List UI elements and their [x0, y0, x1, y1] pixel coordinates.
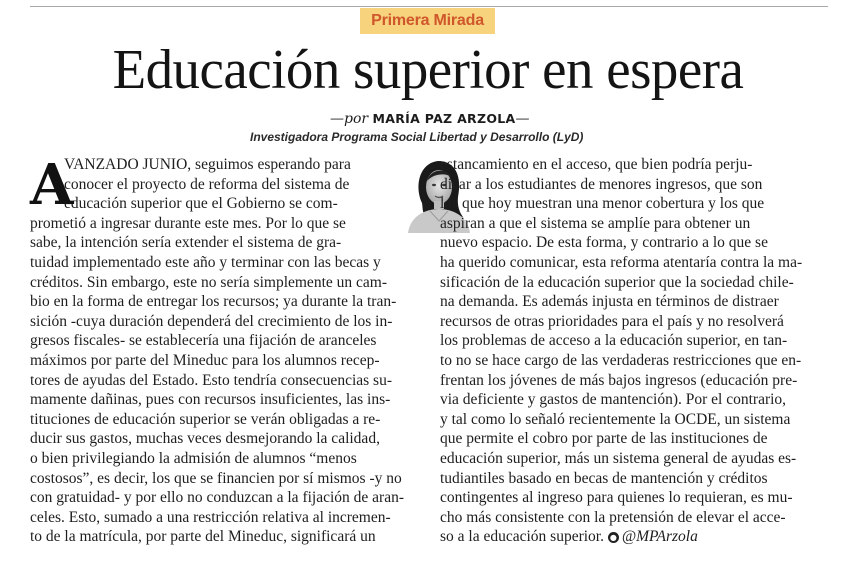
- text-line: tudiantiles basado en becas de mantención y créditos: [440, 469, 768, 487]
- text-line: celes. Esto, sumado a una restricción relativa al incremen-: [30, 508, 391, 526]
- text-line: tituciones de educación superior se verán obligadas a re-: [30, 410, 381, 428]
- text-line: mamente dañinas, pues con recursos insuficientes, las ins-: [30, 391, 391, 409]
- author-affiliation: Investigadora Programa Social Libertad y Desarrollo (LyD): [250, 130, 584, 144]
- text-line: educación superior que el Gobierno se com-: [64, 195, 338, 213]
- text-line: to no se hace cargo de las verdaderas restricciones que en-: [440, 351, 802, 369]
- text-line: ducir sus gastos, muchas veces desmejorando la calidad,: [30, 430, 380, 448]
- text-line: nuevo espacio. De esta forma, y contrario a lo que se: [440, 234, 768, 252]
- text-line: conocer el proyecto de reforma del sistema de: [64, 175, 350, 193]
- text-line: gresos fiscales- se establecería una fijación de aranceles: [30, 332, 377, 350]
- text-line: sición -cuya duración dependerá del crecimiento de los in-: [30, 312, 393, 330]
- byline-prefix: —por: [330, 111, 373, 127]
- text-line: aspiran a que el sistema se amplíe para obtener un: [440, 214, 751, 232]
- text-line: frentan los jóvenes de más bajos ingresos (educación pre-: [440, 371, 798, 389]
- text-line: via deficiente y gastos de mantención). Por el contrario,: [440, 391, 787, 409]
- section-label: Primera Mirada: [360, 8, 495, 34]
- text-line: ha querido comunicar, esta reforma atentaría contra la ma-: [440, 253, 803, 271]
- article-column-left: [30, 152, 422, 547]
- text-line-final-text: so a la educación superior.: [440, 528, 604, 546]
- article-column-right: [440, 155, 832, 547]
- headline: Educación superior en espera: [112, 39, 744, 101]
- social-handle[interactable]: @MPArzola: [621, 528, 698, 546]
- text-line: VANZADO JUNIO, seguimos esperando para: [64, 156, 351, 173]
- text-line: estancamiento en el acceso, que bien podría perju-: [440, 156, 753, 173]
- text-line: sificación de la educación superior que la sociedad chile-: [440, 273, 794, 291]
- text-line: y tal como lo señaló recientemente la OCDE, un sistema: [440, 410, 791, 428]
- byline-suffix: —: [515, 111, 530, 127]
- text-line: prometió a ingresar durante este mes. Por lo que se: [30, 214, 346, 232]
- text-line: tuidad implementado este año y terminar con las becas y: [30, 253, 381, 271]
- text-line-final: [440, 527, 832, 547]
- byline: [200, 110, 856, 128]
- text-line: que permite el cobro por parte de las instituciones de: [440, 430, 768, 448]
- twitter-icon: ●: [608, 532, 619, 543]
- text-line: sabe, la intención sería extender el sistema de gra-: [30, 234, 342, 252]
- text-line: tores de ayudas del Estado. Esto tendría consecuencias su-: [30, 371, 392, 389]
- text-line: educación superior, más un sistema general de ayudas es-: [440, 449, 797, 467]
- text-line: cho más consistente con la pretensión de elevar el acce-: [440, 508, 786, 526]
- text-line: los que hoy muestran una menor cobertura y los que: [440, 195, 765, 213]
- text-line: na demanda. Es además injusta en términos de distraer: [440, 293, 779, 311]
- text-line: los problemas de acceso a la educación superior, en tan-: [440, 332, 788, 350]
- text-line: o bien privilegiando la admisión de alumnos “menos: [30, 449, 357, 467]
- text-line: bio en la forma de entregar los recursos; ya durante la tran-: [30, 293, 397, 311]
- drop-cap: A: [30, 152, 74, 218]
- author-name: MARÍA PAZ ARZOLA: [372, 111, 516, 126]
- text-line: con gratuidad- y por ello no conduzcan a la fijación de aran-: [30, 489, 404, 507]
- text-line: máximos por parte del Mineduc para los alumnos recep-: [30, 351, 380, 369]
- text-line: créditos. Sin embargo, este no sería simplemente un cam-: [30, 273, 387, 291]
- text-line: contingentes al ingreso para quienes lo requieran, es mu-: [440, 489, 793, 507]
- text-line: to de la matrícula, por parte del Mineduc, significará un: [30, 528, 376, 546]
- text-line: dicar a los estudiantes de menores ingresos, que son: [440, 175, 763, 193]
- text-line: recursos de otras prioridades para el país y no resolverá: [440, 312, 784, 330]
- top-divider: [30, 6, 828, 7]
- text-line: costosos”, es decir, los que se financien por sí mismos -y no: [30, 469, 402, 487]
